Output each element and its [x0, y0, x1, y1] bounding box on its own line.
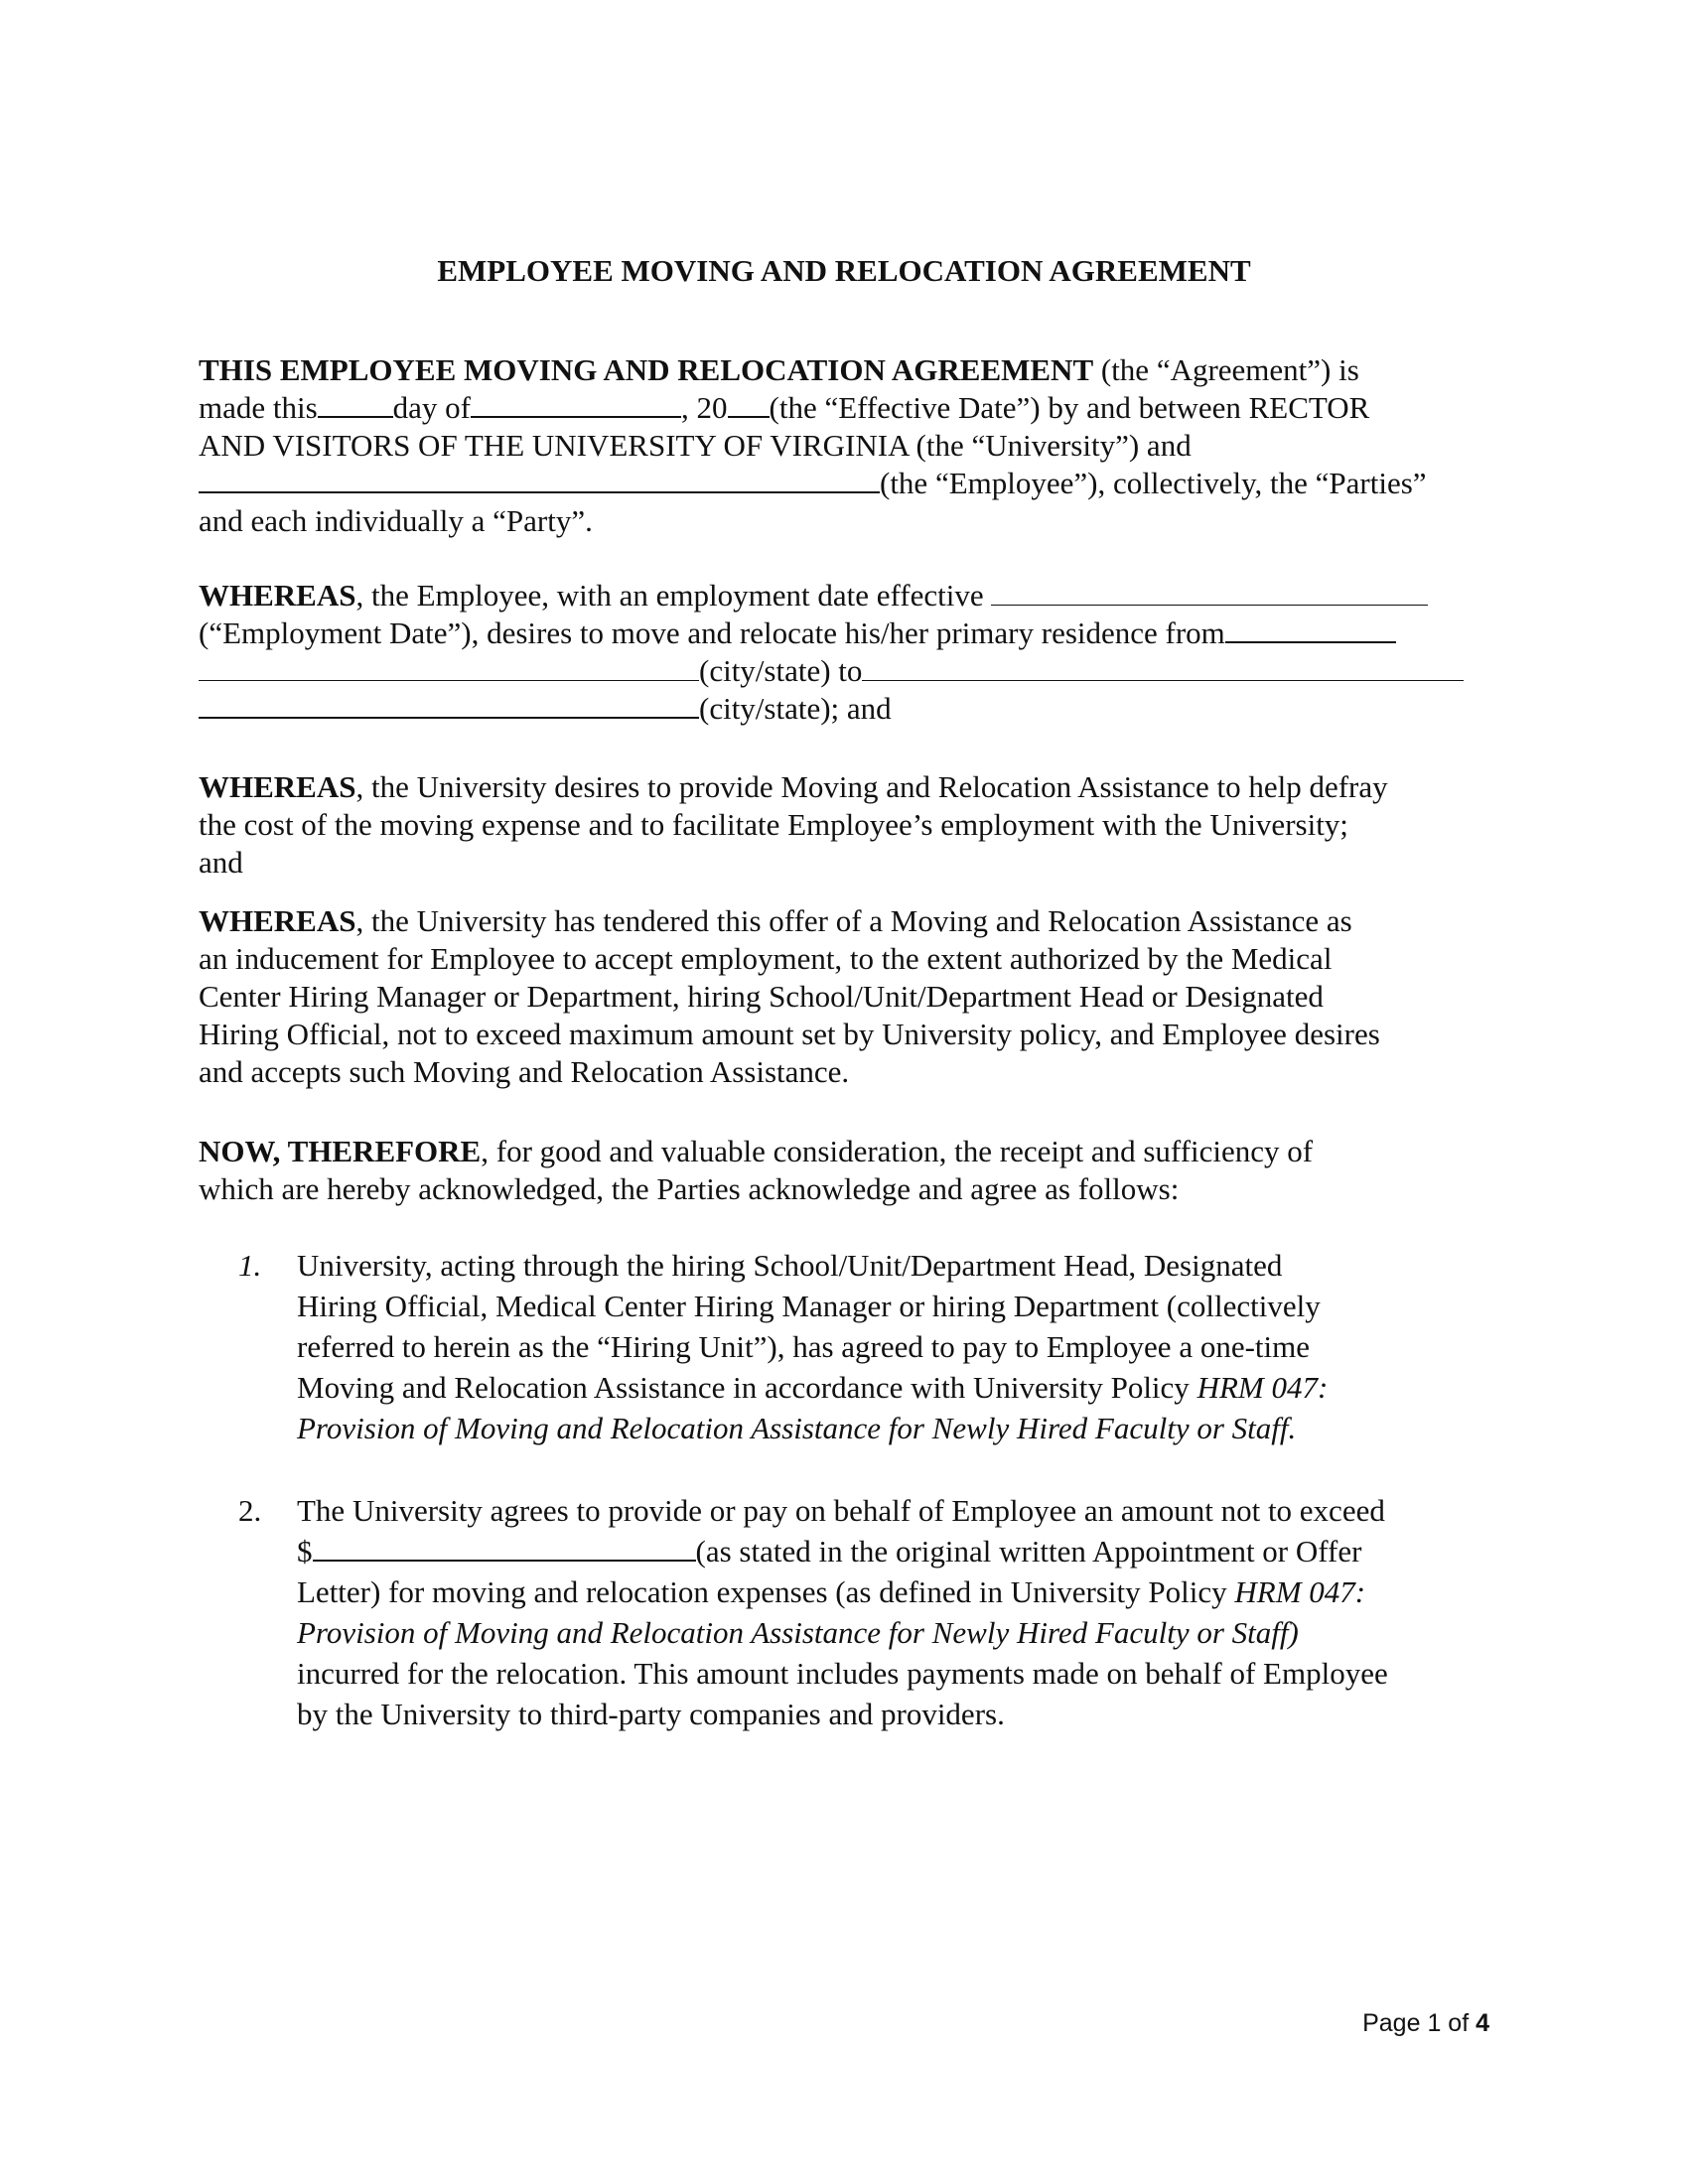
- whereas-paragraph-2: [199, 768, 1489, 882]
- now-therefore-line-2: which are hereby acknowledged, the Parties acknowledge and agree as follows:: [199, 1171, 1180, 1206]
- dollar-sign: $: [297, 1534, 313, 1569]
- item2-line-2-text: (as stated in the original written Appointment or Offer: [695, 1534, 1362, 1569]
- intro-line-1-text: (the “Agreement”) is: [1093, 352, 1359, 387]
- origin-blank-1[interactable]: [1225, 615, 1396, 643]
- list-item-1-body: [297, 1245, 1488, 1448]
- item2-line-1: The University agrees to provide or pay on behalf of Employee an amount not to exceed: [297, 1493, 1385, 1528]
- whereas3-lead: WHEREAS: [199, 903, 356, 938]
- list-item-1-number: 1.: [238, 1248, 262, 1283]
- now-therefore-line-1-text: , for good and valuable consideration, the receipt and sufficiency of: [481, 1134, 1314, 1168]
- intro-line-2: [199, 389, 1489, 427]
- item1-line-3: referred to herein as the “Hiring Unit”), has agreed to pay to Employee a one-time: [297, 1329, 1311, 1364]
- item1-line-4-text: Moving and Relocation Assistance in accordance with University Policy: [297, 1370, 1197, 1405]
- whereas1-line-3-text: (city/state) to: [699, 653, 863, 688]
- intro-effective-date: (the “Effective Date”) by and between RECTOR: [769, 390, 1370, 425]
- whereas1-line-1: [199, 577, 1489, 614]
- item2-line-3: [297, 1571, 1488, 1612]
- whereas1-line-3: [199, 652, 1489, 690]
- item2-line-5: incurred for the relocation. This amount includes payments made on behalf of Employee: [297, 1656, 1388, 1691]
- intro-bold-lead: THIS EMPLOYEE MOVING AND RELOCATION AGREEMENT: [199, 352, 1094, 387]
- item2-line-2: [297, 1531, 1488, 1571]
- origin-city-state-blank[interactable]: [199, 654, 699, 681]
- item2-line-6: by the University to third-party companies and providers.: [297, 1697, 1005, 1731]
- whereas3-line-5: and accepts such Moving and Relocation Assistance.: [199, 1054, 850, 1089]
- page-number-of: of: [1441, 2009, 1477, 2037]
- employment-date-blank[interactable]: [991, 579, 1428, 606]
- page-number-prefix: Page: [1362, 2009, 1428, 2037]
- whereas3-line-4: Hiring Official, not to exceed maximum amount set by University policy, and Employee desires: [199, 1017, 1380, 1051]
- page-number: [1362, 2009, 1489, 2038]
- intro-paragraph: [199, 351, 1489, 540]
- whereas3-line-2: an inducement for Employee to accept employment, to the extent authorized by the Medical: [199, 941, 1333, 976]
- destination-city-state-blank[interactable]: [199, 691, 699, 719]
- day-blank[interactable]: [318, 390, 393, 418]
- intro-line-3: AND VISITORS OF THE UNIVERSITY OF VIRGINIA (the “University”) and: [199, 428, 1192, 463]
- employee-name-blank[interactable]: [199, 466, 880, 493]
- whereas1-line-1-text: , the Employee, with an employment date effective: [355, 578, 984, 613]
- whereas1-line-2-text: (“Employment Date”), desires to move and relocate his/her primary residence from: [199, 615, 1225, 650]
- intro-line-5: and each individually a “Party”.: [199, 503, 593, 538]
- whereas1-line-4-text: (city/state); and: [699, 691, 892, 726]
- item1-line-1: University, acting through the hiring School/Unit/Department Head, Designated: [297, 1248, 1283, 1283]
- document-title: EMPLOYEE MOVING AND RELOCATION AGREEMENT: [437, 253, 1251, 288]
- list-item-2: [238, 1490, 1489, 1738]
- whereas-paragraph-3: [199, 902, 1489, 1091]
- year-blank[interactable]: [728, 390, 770, 418]
- whereas3-line-1: [199, 902, 1489, 940]
- item1-line-4: [297, 1367, 1488, 1408]
- whereas2-line-1-text: , the University desires to provide Moving and Relocation Assistance to help defray: [355, 769, 1388, 804]
- page-number-current: 1: [1427, 2009, 1442, 2037]
- whereas2-lead: WHEREAS: [199, 769, 356, 804]
- intro-line-4: [199, 465, 1489, 502]
- intro-made-this: made this: [199, 390, 318, 425]
- whereas1-line-2: [199, 614, 1489, 652]
- item1-policy-ref: HRM 047:: [1196, 1370, 1329, 1405]
- item2-line-4: Provision of Moving and Relocation Assistance for Newly Hired Faculty or Staff): [297, 1615, 1299, 1650]
- item2-policy-ref: HRM 047:: [1234, 1574, 1366, 1609]
- list-item-1: [238, 1245, 1489, 1453]
- page-number-total: 4: [1476, 2009, 1489, 2037]
- amount-blank[interactable]: [313, 1534, 696, 1562]
- whereas1-line-4: [199, 690, 1489, 728]
- intro-line-1: [199, 351, 1489, 389]
- whereas2-line-1: [199, 768, 1489, 806]
- intro-employee-text: (the “Employee”), collectively, the “Parties”: [880, 466, 1427, 500]
- item1-line-5: Provision of Moving and Relocation Assistance for Newly Hired Faculty or Staff.: [297, 1411, 1297, 1445]
- whereas2-line-3: and: [199, 845, 243, 880]
- whereas2-line-2: the cost of the moving expense and to facilitate Employee’s employment with the University;: [199, 807, 1348, 842]
- whereas3-line-1-text: , the University has tendered this offer of a Moving and Relocation Assistance as: [355, 903, 1352, 938]
- intro-year-prefix: , 20: [681, 390, 728, 425]
- destination-blank-1[interactable]: [862, 654, 1464, 681]
- whereas3-line-3: Center Hiring Manager or Department, hiring School/Unit/Department Head or Designated: [199, 979, 1324, 1014]
- now-therefore-line-1: [199, 1133, 1489, 1170]
- list-item-2-number: 2.: [238, 1493, 262, 1528]
- intro-day-of: day of: [392, 390, 472, 425]
- month-blank[interactable]: [471, 390, 681, 418]
- whereas-paragraph-1: [199, 577, 1489, 728]
- item2-line-3-text: Letter) for moving and relocation expenses (as defined in University Policy: [297, 1574, 1235, 1609]
- item1-line-2: Hiring Official, Medical Center Hiring Manager or hiring Department (collectively: [297, 1289, 1321, 1323]
- now-therefore-lead: NOW, THEREFORE: [199, 1134, 482, 1168]
- list-item-2-body: [297, 1490, 1488, 1734]
- now-therefore-paragraph: [199, 1133, 1489, 1208]
- whereas1-lead: WHEREAS: [199, 578, 356, 613]
